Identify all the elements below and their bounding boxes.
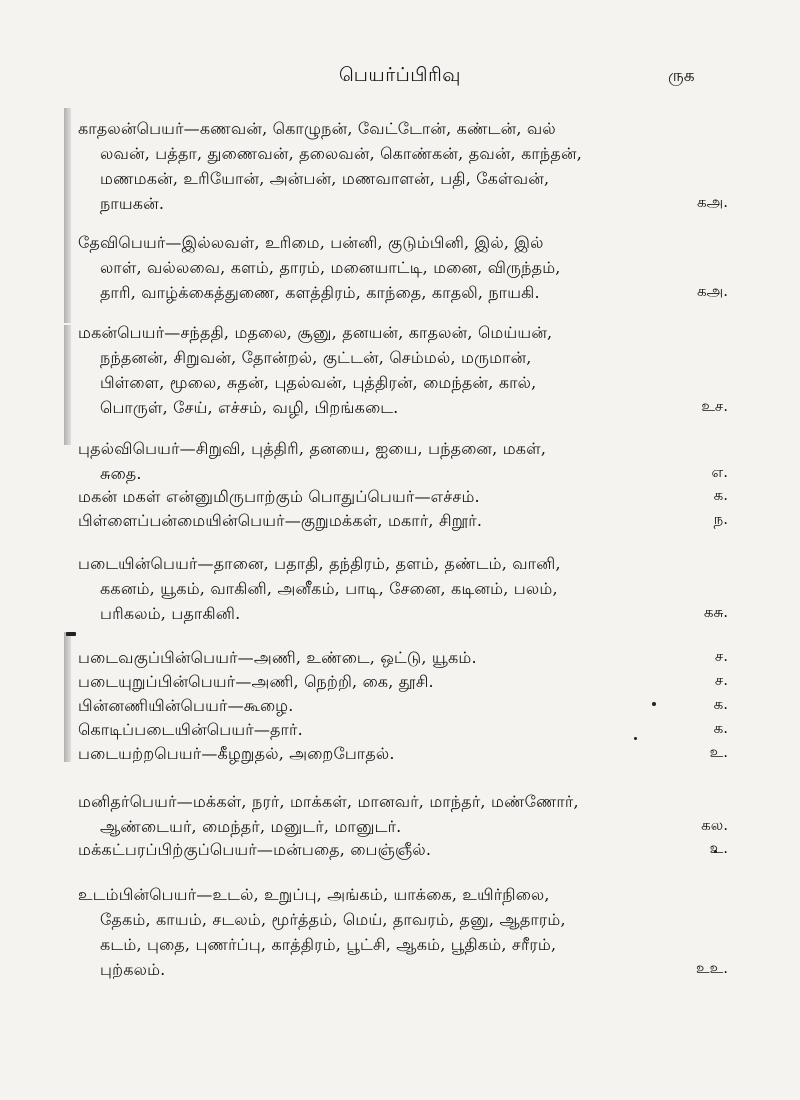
entry-line: புதல்விபெயர்—சிறுவி, புத்திரி, தனயை, ஐயை, பந்தனை, மகள், — [78, 439, 547, 458]
entry-line: படையற்றபெயர்—கீழறுதல், அறைபோதல். — [78, 744, 395, 763]
entry-count: எ. — [711, 463, 728, 481]
entry-line: மணமகன், உரியோன், அன்பன், மணவாளன், பதி, கேள்வன், — [100, 169, 550, 188]
entry-line: மனிதர்பெயர்—மக்கள், நரர், மாக்கள், மானவர், மாந்தர், மண்ணோர், — [78, 792, 579, 811]
entry-line: பின்னணியின்பெயர்—கூழை. — [78, 696, 294, 715]
scan-edge-mark — [64, 632, 71, 762]
entry-line: படையின்பெயர்—தானை, பதாதி, தந்திரம், தளம், தண்டம், வானி, — [78, 554, 561, 573]
entry-count: உ. — [709, 743, 728, 761]
ink-speck — [652, 702, 656, 706]
entry-line: தாரி, வாழ்க்கைத்துணை, களத்திரம், காந்தை, காதலி, நாயகி. — [100, 283, 540, 302]
entry-line: ககனம், யூகம், வாகினி, அனீகம், பாடி, சேனை, கடினம், பலம், — [100, 579, 558, 598]
entry-line: தேகம், காயம், சடலம், மூர்த்தம், மெய், தாவரம், தனு, ஆதாரம், — [100, 910, 566, 929]
entry-count: க. — [713, 719, 728, 737]
entry-count: கஅ. — [696, 282, 728, 300]
entry-line: தேவிபெயர்—இல்லவள், உரிமை, பன்னி, குடும்பினி, இல், இல் — [78, 233, 544, 252]
entry-line: ஆண்டையர், மைந்தர், மனுடர், மானுடர். — [100, 817, 402, 836]
entry-count: உஉ. — [696, 959, 728, 977]
entry-count: கசு. — [703, 603, 728, 621]
entry-line: பரிகலம், பதாகினி. — [100, 604, 241, 623]
entry-count: உ. — [709, 839, 728, 857]
entry-count: ந. — [713, 510, 728, 528]
entry-line: கடம், புதை, புணர்ப்பு, காத்திரம், பூட்சி, ஆகம், பூதிகம், சரீரம், — [100, 935, 557, 954]
ink-speck — [66, 632, 76, 636]
scan-edge-mark — [64, 108, 71, 323]
ink-speck — [634, 737, 637, 740]
entry-line: கொடிப்படையின்பெயர்—தார். — [78, 720, 303, 739]
entry-line: பொருள், சேய், எச்சம், வழி, பிறங்கடை. — [100, 398, 399, 417]
entry-line: லாள், வல்லவை, களம், தாரம், மனையாட்டி, மனை, விருந்தம், — [100, 258, 561, 277]
page-number: ருக — [668, 66, 695, 86]
entry-line: உடம்பின்பெயர்—உடல், உறுப்பு, அங்கம், யாக்கை, உயிர்நிலை, — [78, 885, 550, 904]
entry-count: க. — [713, 695, 728, 713]
entry-count: ச. — [714, 671, 728, 689]
entry-line: காதலன்பெயர்—கணவன், கொழுநன், வேட்டோன், கண்டன், வல் — [78, 119, 556, 138]
scan-edge-mark — [64, 325, 71, 445]
entry-count: உச. — [701, 397, 728, 415]
entry-line: படையுறுப்பின்பெயர்—அணி, நெற்றி, கை, தூசி. — [78, 672, 434, 691]
entry-count: ச. — [714, 647, 728, 665]
page-title: பெயர்ப்பிரிவு — [339, 64, 461, 86]
entry-line: படைவகுப்பின்பெயர்—அணி, உண்டை, ஒட்டு, யூகம். — [78, 648, 477, 667]
entry-count: கல. — [701, 816, 728, 834]
entry-line: மக்கட்பரப்பிற்குப்பெயர்—மன்பதை, பைஞ்ஞீல். — [78, 840, 432, 859]
entry-line: சுதை. — [100, 464, 142, 483]
entry-line: நாயகன். — [100, 194, 165, 213]
entry-line: பிள்ளைப்பன்மையின்பெயர்—குறுமக்கள், மகார், சிறூர். — [78, 511, 483, 530]
entry-count: கஅ. — [696, 193, 728, 211]
entry-line: லவன், பத்தா, துணைவன், தலைவன், கொண்கன், தவன், காந்தன், — [100, 144, 583, 163]
entry-count: க. — [713, 486, 728, 504]
entry-line: மகன்பெயர்—சந்ததி, மதலை, சூனு, தனயன், காதலன், மெய்யன், — [78, 323, 553, 342]
entry-line: பிள்ளை, மூலை, சுதன், புதல்வன், புத்திரன், மைந்தன், கால், — [100, 373, 537, 392]
entry-line: புற்கலம். — [100, 960, 166, 979]
entry-line: மகன் மகள் என்னுமிருபாற்கும் பொதுப்பெயர்—எச்சம். — [78, 487, 480, 506]
entry-line: நந்தனன், சிறுவன், தோன்றல், குட்டன், செம்மல், மருமான், — [100, 348, 532, 367]
